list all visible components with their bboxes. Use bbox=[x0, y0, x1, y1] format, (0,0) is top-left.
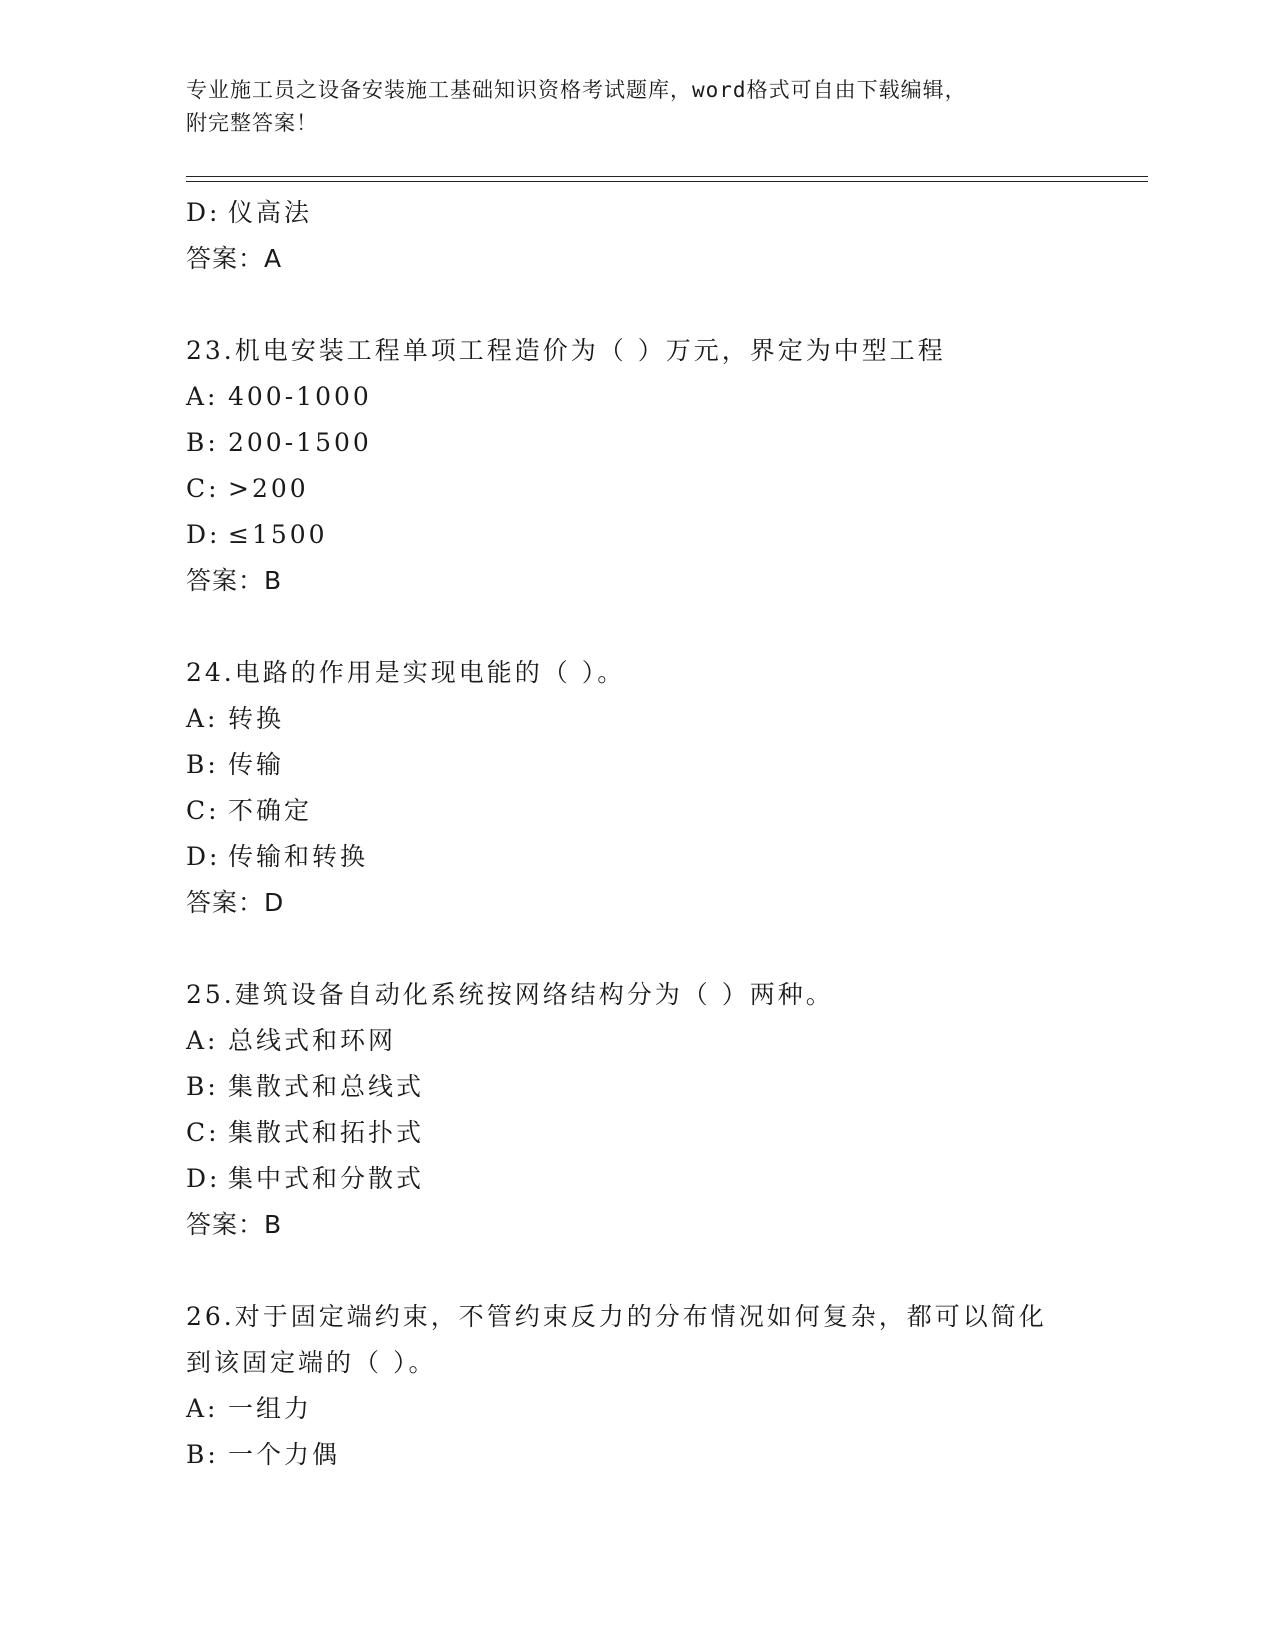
option-label: A: bbox=[186, 1026, 219, 1055]
option-label: D: bbox=[186, 520, 221, 549]
option-label: C: bbox=[186, 474, 220, 503]
option-label: B: bbox=[186, 1072, 219, 1101]
question-23-stem: 23.机电安装工程单项工程造价为（ ）万元，界定为中型工程 bbox=[186, 336, 946, 365]
question-25-option-b bbox=[186, 1064, 1086, 1110]
option-text: 传输和转换 bbox=[228, 842, 369, 871]
option-label: B: bbox=[186, 750, 219, 779]
option-label: A: bbox=[186, 382, 219, 411]
page-header bbox=[186, 74, 1066, 140]
question-24-option-c bbox=[186, 788, 1086, 834]
option-text: 200-1500 bbox=[228, 428, 372, 457]
question-24-stem: 24.电路的作用是实现电能的（ ）。 bbox=[186, 658, 626, 687]
question-26-option-a bbox=[186, 1386, 1086, 1432]
spacer bbox=[186, 1248, 1086, 1294]
option-label: C: bbox=[186, 796, 220, 825]
option-text: >200 bbox=[228, 474, 309, 503]
question-24-answer: 答案：D bbox=[186, 888, 285, 917]
spacer bbox=[186, 604, 1086, 650]
option-text: 一组力 bbox=[228, 1394, 313, 1423]
question-26-option-b bbox=[186, 1432, 1086, 1478]
question-25-stem: 25.建筑设备自动化系统按网络结构分为（ ）两种。 bbox=[186, 980, 834, 1009]
header-line-2: 附完整答案！ bbox=[186, 111, 318, 135]
option-label: D: bbox=[186, 198, 221, 227]
header-divider bbox=[186, 176, 1148, 182]
question-23-option-b bbox=[186, 420, 1086, 466]
option-text: 集中式和分散式 bbox=[228, 1164, 425, 1193]
spacer bbox=[186, 282, 1086, 328]
option-text: ≤1500 bbox=[228, 520, 328, 549]
option-label: D: bbox=[186, 1164, 221, 1193]
option-label: B: bbox=[186, 428, 219, 457]
question-23-option-c bbox=[186, 466, 1086, 512]
option-label: A: bbox=[186, 704, 219, 733]
option-text: 集散式和拓扑式 bbox=[228, 1118, 425, 1147]
option-text: 总线式和环网 bbox=[228, 1026, 397, 1055]
question-25-option-c bbox=[186, 1110, 1086, 1156]
prev-option-d bbox=[186, 190, 1086, 236]
option-label: B: bbox=[186, 1440, 219, 1469]
option-text: 集散式和总线式 bbox=[228, 1072, 425, 1101]
question-26-stem-line-2: 到该固定端的（ ）。 bbox=[186, 1348, 437, 1377]
question-23-option-d bbox=[186, 512, 1086, 558]
option-label: D: bbox=[186, 842, 221, 871]
question-25-answer: 答案：B bbox=[186, 1210, 283, 1239]
prev-answer: 答案：A bbox=[186, 244, 283, 273]
question-23-answer: 答案：B bbox=[186, 566, 283, 595]
header-line-1: 专业施工员之设备安装施工基础知识资格考试题库，word格式可自由下载编辑， bbox=[186, 78, 967, 102]
option-text: 400-1000 bbox=[228, 382, 372, 411]
question-24-option-a bbox=[186, 696, 1086, 742]
question-26-stem-line-1: 26.对于固定端约束，不管约束反力的分布情况如何复杂，都可以简化 bbox=[186, 1302, 1047, 1331]
question-24-option-d bbox=[186, 834, 1086, 880]
option-label: C: bbox=[186, 1118, 220, 1147]
question-23-option-a bbox=[186, 374, 1086, 420]
question-25-option-d bbox=[186, 1156, 1086, 1202]
question-25-option-a bbox=[186, 1018, 1086, 1064]
question-content bbox=[186, 190, 1086, 1478]
option-label: A: bbox=[186, 1394, 219, 1423]
question-24-option-b bbox=[186, 742, 1086, 788]
option-text: 不确定 bbox=[228, 796, 313, 825]
option-text: 转换 bbox=[228, 704, 285, 733]
option-text: 传输 bbox=[228, 750, 285, 779]
option-text: 一个力偶 bbox=[228, 1440, 341, 1469]
spacer bbox=[186, 926, 1086, 972]
option-text: 仪高法 bbox=[228, 198, 313, 227]
